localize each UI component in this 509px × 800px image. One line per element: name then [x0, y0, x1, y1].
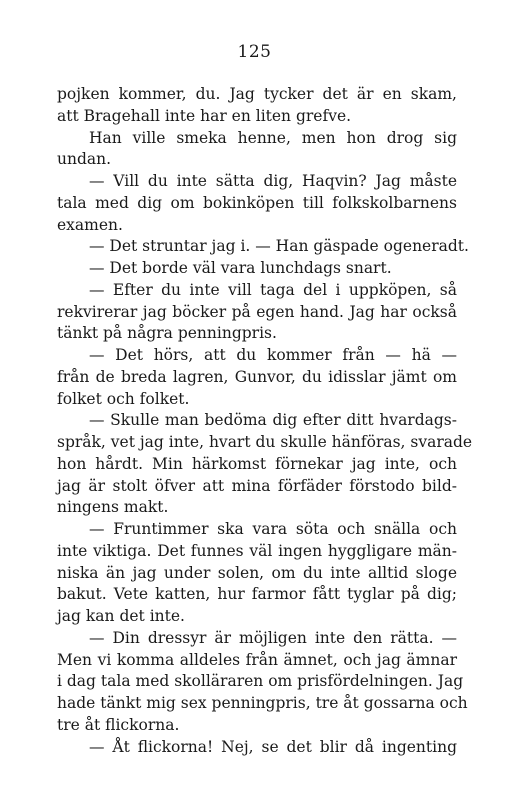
page-body-text — [57, 84, 473, 758]
text-line: — Skulle man bedöma dig efter ditt hvardags- — [89, 411, 457, 430]
text-line: inte viktiga. Det funnes väl ingen hyggligare män- — [57, 541, 457, 560]
text-line: tre åt flickorna. — [57, 715, 180, 734]
text-line: — Det borde väl vara lunchdags snart. — [89, 259, 392, 277]
text-line: — Åt flickorna! Nej, se det blir då ingenting — [89, 737, 457, 756]
text-line: — Det struntar jag i. — Han gäspade ogeneradt. — [89, 237, 469, 256]
text-line: niska än jag under solen, om du inte alltid sloge — [57, 563, 457, 582]
text-line: Men vi komma alldeles från ämnet, och jag ämnar — [57, 650, 457, 669]
page-number: 125 — [237, 42, 272, 62]
text-line: — Din dressyr är möjligen inte den rätta. — — [89, 628, 457, 647]
text-line: undan. — [57, 150, 112, 169]
text-line: bakut. Vete katten, hur farmor fått tyglar på dig; — [57, 585, 457, 604]
text-line: hade tänkt mig sex penningpris, tre åt gossarna och — [57, 694, 468, 712]
text-line: folket och folket. — [57, 389, 190, 408]
text-line: Han ville smeka henne, men hon drog sig — [89, 128, 457, 147]
text-line: tänkt på några penningpris. — [57, 324, 277, 343]
text-line: pojken kommer, du. Jag tycker det är en skam, — [57, 85, 457, 103]
text-line: — Det hörs, att du kommer från — hä — — [89, 346, 457, 364]
text-line: jag kan det inte. — [57, 607, 185, 625]
text-line: språk, vet jag inte, hvart du skulle hänföras, svarade — [57, 433, 473, 451]
text-line: rekvirerar jag böcker på egen hand. Jag har också — [57, 302, 457, 321]
text-line: — Efter du inte vill taga del i uppköpen, så — [89, 280, 457, 299]
text-line: att Bragehall inte har en liten grefve. — [57, 106, 352, 125]
text-line: hon hårdt. Min härkomst förnekar jag inte, och — [57, 454, 457, 473]
text-line: i dag tala med skolläraren om prisfördelningen. Jag — [57, 672, 464, 691]
text-line: jag är stolt öfver att mina förfäder förstodo bild- — [57, 476, 457, 495]
text-line: från de breda lagren, Gunvor, du idisslar jämt om — [57, 367, 457, 386]
text-line: examen. — [57, 215, 123, 234]
text-line: tala med dig om bokinköpen till folkskolbarnens — [57, 193, 457, 212]
text-line: ningens makt. — [57, 498, 169, 517]
text-line: — Fruntimmer ska vara söta och snälla och — [89, 520, 457, 538]
text-line: — Vill du inte sätta dig, Haqvin? Jag måste — [89, 172, 457, 190]
